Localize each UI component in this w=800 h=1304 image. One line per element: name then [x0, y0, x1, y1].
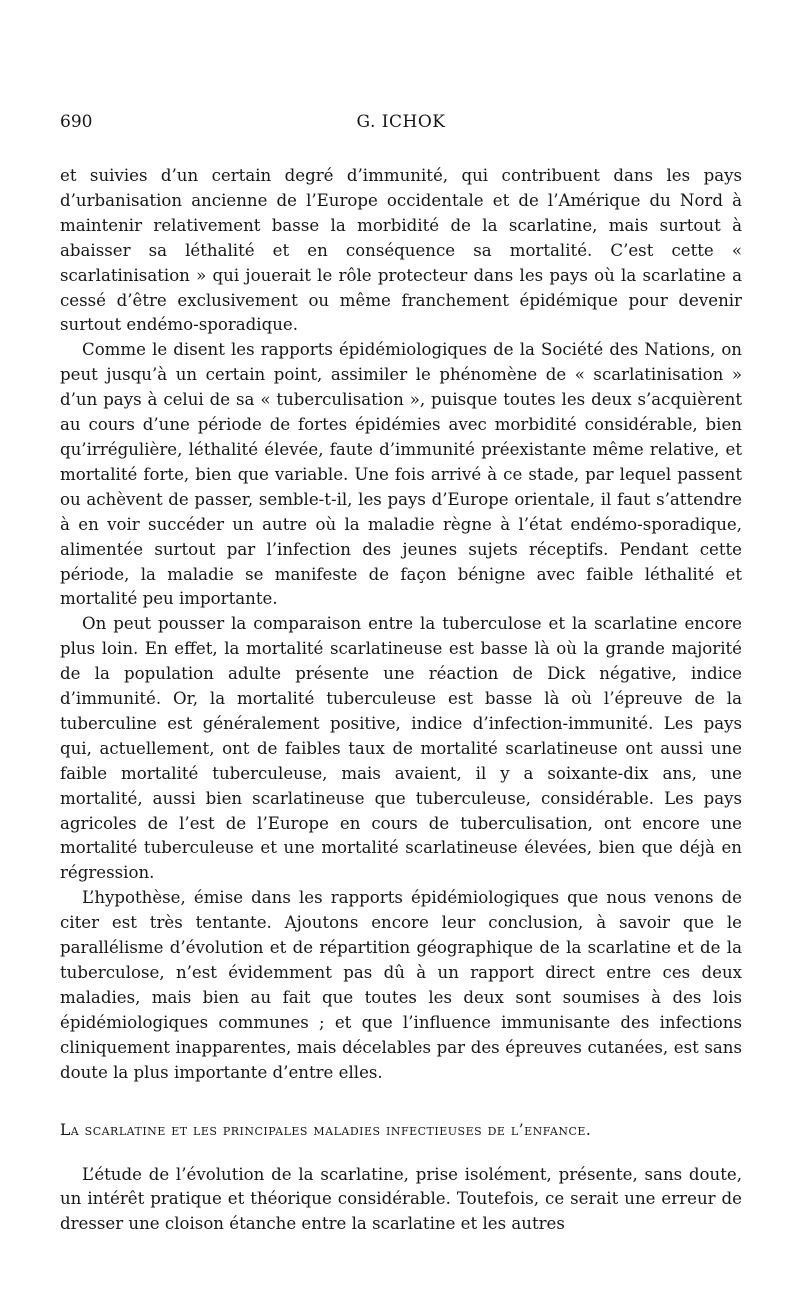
document-page — [60, 112, 742, 1237]
paragraph-section-intro: L’étude de l’évolution de la scarlatine, prise isolément, présente, sans doute, un intérêt pratique et théorique considérable. Toutefois, ce serait une erreur de dresser une cloison étanche entre la scarlatine et les autres — [60, 1164, 742, 1234]
running-header — [60, 112, 742, 142]
section-heading-text: La scarlatine et les principales maladies infectieuses de l’enfance. — [60, 1120, 592, 1139]
paragraph-scarlatinisation: Comme le disent les rapports épidémiologiques de la Société des Nations, on peut jusqu’à un certain point, assimiler le phénomène de « scarlatinisation » d’un pays à celui de sa « tuberculisation », puisque toutes les deux s’acquièrent au cours d’une période de fortes épidémies avec morbidité considérable, bien qu’irrégulière, léthalité élevée, faute d’immunité préexistante même relative, et mortalité forte, bien que variable. Une fois arrivé à ce stade, par lequel passent ou achèvent de passer, semble-t-il, les pays d’Europe orientale, il faut s’attendre à en voir succéder un autre où la maladie règne à l’état endémo-sporadique, alimentée surtout par l’infection des jeunes sujets réceptifs. Pendant cette période, la maladie se manifeste de façon bénigne avec faible léthalité et mortalité peu importante. — [60, 340, 742, 609]
running-title: G. ICHOK — [356, 112, 446, 132]
paragraph-continuation: et suivies d’un certain degré d’immunité, qui contribuent dans les pays d’urbanisation ancienne de l’Europe occidentale et de l’Amérique du Nord à maintenir relativement basse la morbidité de la scarlatine, mais surtout à abaisser sa léthalité et en conséquence sa mortalité. C’est cette « scarlatinisation » qui jouerait le rôle protecteur dans les pays où la scarlatine a cessé d’être exclusivement ou même franchement épidémique pour devenir surtout endémo-sporadique. — [60, 166, 742, 335]
paragraph-comparison: On peut pousser la comparaison entre la tuberculose et la scarlatine encore plus loin. En effet, la mortalité scarlatineuse est basse là où la grande majorité de la population adulte présente une réaction de Dick négative, indice d’immunité. Or, la mortalité tuberculeuse est basse là où l’épreuve de la tuberculine est généralement positive, indice d’infection-immunité. Les pays qui, actuellement, ont de faibles taux de mortalité scarlatineuse ont aussi une faible mortalité tuberculeuse, mais avaient, il y a soixante-dix ans, une mortalité, aussi bien scarlatineuse que tuberculeuse, considérable. Les pays agricoles de l’est de l’Europe en cours de tuberculisation, ont encore une mortalité tuberculeuse et une mortalité scarlatineuse élevées, bien que déjà en régression. — [60, 614, 742, 883]
section-heading — [60, 1120, 742, 1141]
page-number: 690 — [60, 112, 93, 132]
paragraph-hypothesis: L’hypothèse, émise dans les rapports épidémiologiques que nous venons de citer est très tentante. Ajoutons encore leur conclusion, à savoir que le parallélisme d’évolution et de répartition géographique de la scarlatine et de la tuberculose, n’est évidemment pas dû à un rapport direct entre ces deux maladies, mais bien au fait que toutes les deux sont soumises à des lois épidémiologiques communes ; et que l’influence immunisante des infections cliniquement inapparentes, mais décelables par des épreuves cutanées, est sans doute la plus importante d’entre elles. — [60, 888, 742, 1082]
